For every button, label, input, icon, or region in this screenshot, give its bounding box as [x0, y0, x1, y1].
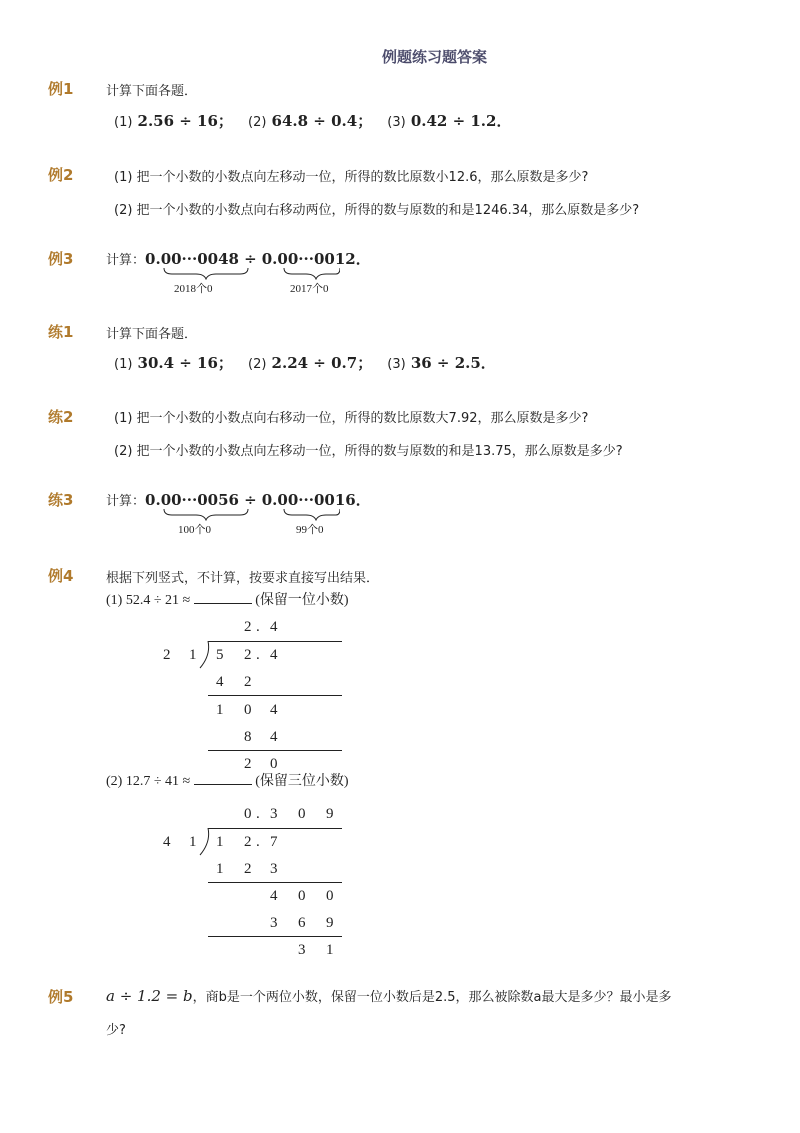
period: ． — [355, 250, 371, 268]
practice-3-braces — [160, 507, 340, 521]
problem: 2.24 ÷ 0.7； — [271, 354, 373, 372]
div2-step-digit: 6 — [298, 915, 306, 931]
problem: 0.42 ÷ 1.2． — [410, 112, 512, 130]
example-2-question-2: (2) 把一个小数的小数点向右移动两位，所得的数与原数的和是1246.34，那么原数是多少? — [114, 203, 640, 218]
example-3-brace-label-2: 2017个0 — [290, 283, 329, 295]
div1-rule — [208, 750, 342, 751]
period: ． — [355, 491, 371, 509]
div2-rule — [208, 936, 342, 937]
question-text: ，商b是一个两位小数，保留一位小数后是2.5，那么被除数a最大是多少？最小是多 — [192, 990, 672, 1005]
example-4-question-2 — [106, 770, 349, 790]
label: (2) — [248, 357, 267, 372]
div2-quotient-digit: 3 — [270, 806, 278, 822]
practice-2-tag: 练2 — [48, 408, 74, 426]
div1-step-digit: 4 — [270, 729, 278, 745]
div1-remainder-digit: 2 — [244, 756, 252, 772]
problem: 30.4 ÷ 16； — [137, 354, 233, 372]
div2-remainder-digit: 3 — [298, 942, 306, 958]
div1-bracket — [199, 641, 211, 669]
example-1-tag: 例1 — [48, 80, 74, 98]
question-note: (保留一位小数) — [255, 593, 349, 608]
div2-dividend-digit: 2 — [244, 834, 252, 850]
number-body: 00···0012 — [277, 250, 356, 268]
label: (1) — [114, 115, 133, 130]
practice-1-problems — [114, 352, 496, 373]
example-3-braces — [160, 266, 340, 280]
answer-blank[interactable] — [194, 772, 252, 785]
div1-dividend-digit: 2 — [244, 647, 252, 663]
div1-step-digit: 0 — [244, 702, 252, 718]
answer-blank[interactable] — [194, 591, 252, 604]
label: (2) — [248, 115, 267, 130]
div2-step-digit: 3 — [270, 861, 278, 877]
div2-rule — [208, 882, 342, 883]
example-3-brace-label-1: 2018个0 — [174, 283, 213, 295]
problem: 36 ÷ 2.5． — [410, 354, 496, 372]
div2-divisor-digit: 1 — [189, 834, 197, 850]
div2-quotient-digit: 9 — [326, 806, 334, 822]
practice-2-question-2: (2) 把一个小数的小数点向左移动一位，所得的数与原数的和是13.75，那么原数是多少? — [114, 444, 623, 459]
div2-step-digit: 1 — [216, 861, 224, 877]
div1-step-digit: 8 — [244, 729, 252, 745]
brace-left — [164, 509, 248, 520]
div2-step-digit: 0 — [326, 888, 334, 904]
example-4-question-1 — [106, 589, 349, 609]
div2-divisor-digit: 4 — [163, 834, 171, 850]
equation: a ÷ 1.2 = b — [106, 987, 193, 1005]
number-body: 00···0048 — [160, 250, 239, 268]
practice-1-prompt: 计算下面各题． — [106, 327, 198, 342]
div1-step-digit: 4 — [270, 702, 278, 718]
prompt: 计算： — [106, 253, 146, 268]
number-head: 0. — [261, 250, 278, 268]
example-4-prompt: 根据下列竖式，不计算，按要求直接写出结果． — [106, 571, 380, 586]
div1-quotient-digit: 4 — [270, 619, 278, 635]
div1-dividend-digit: 4 — [270, 647, 278, 663]
example-1-prompt: 计算下面各题． — [106, 84, 198, 99]
label: (3) — [387, 115, 406, 130]
div2-quotient-digit: 0 — [298, 806, 306, 822]
practice-3-brace-label-2: 99个0 — [296, 524, 324, 536]
example-1-problems — [114, 110, 511, 131]
problem: 2.56 ÷ 16； — [137, 112, 233, 130]
div2-step-digit: 4 — [270, 888, 278, 904]
number-head: 0. — [261, 491, 278, 509]
div1-step-digit: 2 — [244, 674, 252, 690]
practice-1-tag: 练1 — [48, 323, 74, 341]
divide-sign: ÷ — [244, 491, 257, 509]
prompt: 计算： — [106, 494, 146, 509]
div1-divisor-digit: 1 — [189, 647, 197, 663]
number-body: 00···0056 — [160, 491, 239, 509]
number-body: 00···0016 — [277, 491, 356, 509]
div1-remainder-digit: 0 — [270, 756, 278, 772]
brace-right — [284, 509, 340, 520]
div2-bracket — [199, 828, 211, 856]
div2-dividend-point: . — [256, 834, 260, 850]
example-5-tag: 例5 — [48, 988, 74, 1006]
div2-step-digit: 3 — [270, 915, 278, 931]
question-text: (1) 52.4 ÷ 21 ≈ — [106, 593, 191, 608]
div2-step-digit: 9 — [326, 915, 334, 931]
div1-step-digit: 1 — [216, 702, 224, 718]
example-5-question-continued: 少? — [106, 1023, 126, 1038]
label: (1) — [114, 357, 133, 372]
question-note: (保留三位小数) — [255, 774, 349, 789]
div1-dividend-point: . — [256, 647, 260, 663]
example-2-question-1: (1) 把一个小数的小数点向左移动一位，所得的数比原数小12.6，那么原数是多少? — [114, 170, 589, 185]
problem: 64.8 ÷ 0.4； — [271, 112, 373, 130]
div1-step-digit: 4 — [216, 674, 224, 690]
example-4-tag: 例4 — [48, 567, 74, 585]
div1-quotient-point: . — [256, 619, 260, 635]
divide-sign: ÷ — [244, 250, 257, 268]
brace-left — [164, 268, 248, 279]
div2-quotient-digit: 0 — [244, 806, 252, 822]
div1-divisor-digit: 2 — [163, 647, 171, 663]
div1-dividend-digit: 5 — [216, 647, 224, 663]
div1-quotient-digit: 2 — [244, 619, 252, 635]
div2-step-digit: 2 — [244, 861, 252, 877]
div2-remainder-digit: 1 — [326, 942, 334, 958]
div2-step-digit: 0 — [298, 888, 306, 904]
div1-rule — [208, 695, 342, 696]
brace-right — [284, 268, 340, 279]
div1-top-bar — [208, 641, 342, 642]
page-title: 例题练习题答案 — [382, 48, 488, 66]
example-3-tag: 例3 — [48, 250, 74, 268]
example-5-question — [106, 986, 672, 1005]
question-text: (2) 12.7 ÷ 41 ≈ — [106, 774, 191, 789]
practice-3-brace-label-1: 100个0 — [178, 524, 211, 536]
number-head: 0. — [145, 250, 161, 268]
div2-dividend-digit: 1 — [216, 834, 224, 850]
div2-top-bar — [208, 828, 342, 829]
div2-dividend-digit: 7 — [270, 834, 278, 850]
number-head: 0. — [145, 491, 161, 509]
div2-quotient-point: . — [256, 806, 260, 822]
practice-2-question-1: (1) 把一个小数的小数点向右移动一位，所得的数比原数大7.92，那么原数是多少? — [114, 411, 589, 426]
example-2-tag: 例2 — [48, 166, 74, 184]
practice-3-tag: 练3 — [48, 491, 74, 509]
label: (3) — [387, 357, 406, 372]
